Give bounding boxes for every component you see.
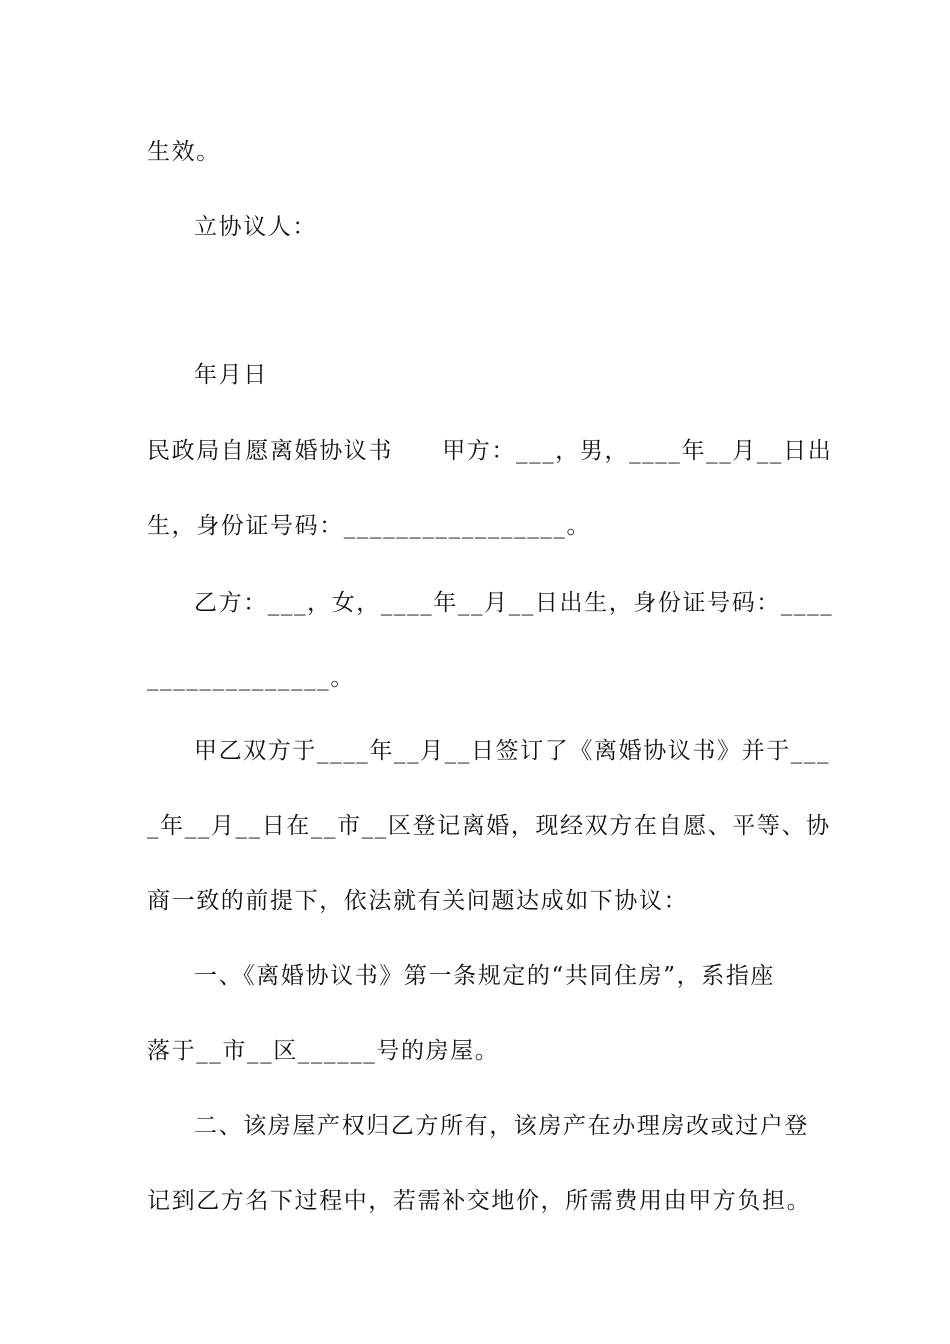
text-line-intro-2: _年__月__日在__市__区登记离婚，现经双方在自愿、平等、协 bbox=[147, 813, 831, 839]
text-line-effective: 生效。 bbox=[147, 139, 221, 165]
text-line-clause-1b: 落于__市__区______号的房屋。 bbox=[147, 1038, 500, 1064]
text-line-clause-1a: 一、《离婚协议书》第一条规定的“共同住房”，系指座 bbox=[194, 963, 776, 989]
text-line-title-party-a: 民政局自愿离婚协议书 甲方：___，男，____年__月__日出 bbox=[147, 438, 833, 464]
text-line-party-a-id: 生，身份证号码：_________________。 bbox=[147, 513, 592, 539]
text-line-intro-3: 商一致的前提下，依法就有关问题达成如下协议： bbox=[147, 888, 689, 914]
text-line-party-b-id: ______________。 bbox=[147, 665, 355, 691]
text-line-signatory: 立协议人： bbox=[194, 214, 317, 240]
text-line-party-b: 乙方：___，女，____年__月__日出生，身份证号码：____ bbox=[194, 590, 834, 616]
text-line-clause-2b: 记到乙方名下过程中，若需补交地价，所需费用由甲方负担。 bbox=[147, 1188, 812, 1214]
text-line-clause-2a: 二、该房屋产权归乙方所有，该房产在办理房改或过户登 bbox=[194, 1113, 809, 1139]
text-line-date: 年月日 bbox=[194, 362, 268, 388]
text-line-intro-1: 甲乙双方于____年__月__日签订了《离婚协议书》并于___ bbox=[194, 738, 831, 764]
